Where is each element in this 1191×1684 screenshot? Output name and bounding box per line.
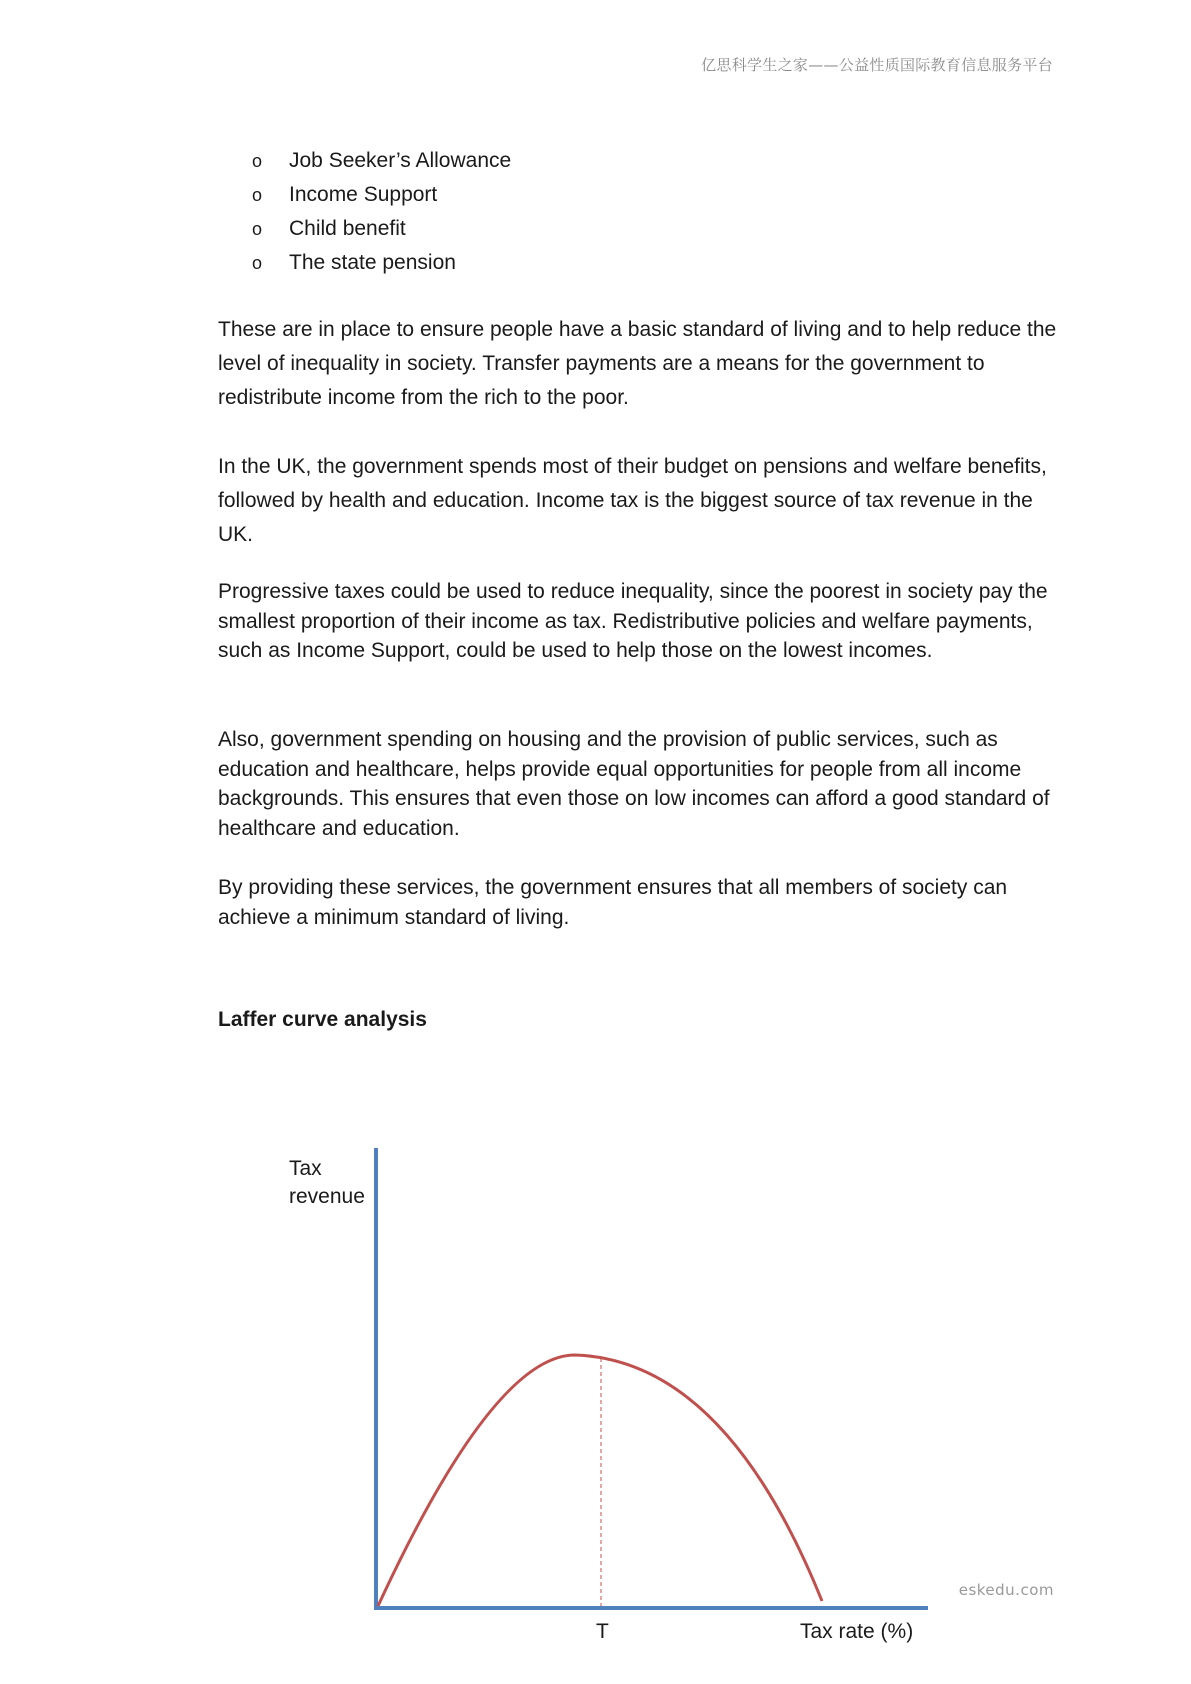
paragraph-uk-budget: In the UK, the government spends most of their budget on pensions and welfare benefits, followed by health and education. Income tax is the biggest source of tax revenue in the UK.	[218, 455, 1047, 546]
paragraph-progressive-taxes: Progressive taxes could be used to reduce inequality, since the poorest in society pay the smallest proportion of their income as tax. Redistributive policies and welfare payments, such as Income Support, could be used to help those on the lowest incomes.	[218, 580, 1048, 662]
list-item-text: The state pension	[289, 251, 456, 274]
peak-tax-rate-label: T	[596, 1620, 609, 1643]
y-axis-label-line1: Tax	[289, 1157, 322, 1180]
bullet-marker: o	[252, 151, 263, 171]
bullet-marker: o	[252, 219, 263, 239]
list-item-text: Job Seeker’s Allowance	[289, 149, 512, 172]
list-item-text: Child benefit	[289, 217, 406, 240]
bullet-marker: o	[252, 253, 263, 273]
bullet-marker: o	[252, 185, 263, 205]
section-heading: Laffer curve analysis	[218, 1008, 427, 1031]
laffer-curve	[378, 1355, 822, 1606]
paragraph-transfer-payments: These are in place to ensure people have a basic standard of living and to help reduce the level of inequality in society. Transfer payments are a means for the government to redistribute income from the rich to the poor.	[218, 318, 1057, 409]
site-header-text: 亿思科学生之家——公益性质国际教育信息服务平台	[701, 56, 1053, 74]
y-axis-label-line2: revenue	[289, 1185, 365, 1208]
x-axis-label: Tax rate (%)	[800, 1620, 914, 1643]
paragraph-minimum-standard: By providing these services, the government ensures that all members of society can achieve a minimum standard of living.	[218, 876, 1008, 929]
paragraph-public-services: Also, government spending on housing and the provision of public services, such as education and healthcare, helps provide equal opportunities for people from all income backgrounds. This ensures that even those on low incomes can afford a good standard of healthcare and education.	[218, 728, 1050, 840]
list-item-text: Income Support	[289, 183, 438, 206]
watermark-text: eskedu.com	[958, 1581, 1054, 1599]
